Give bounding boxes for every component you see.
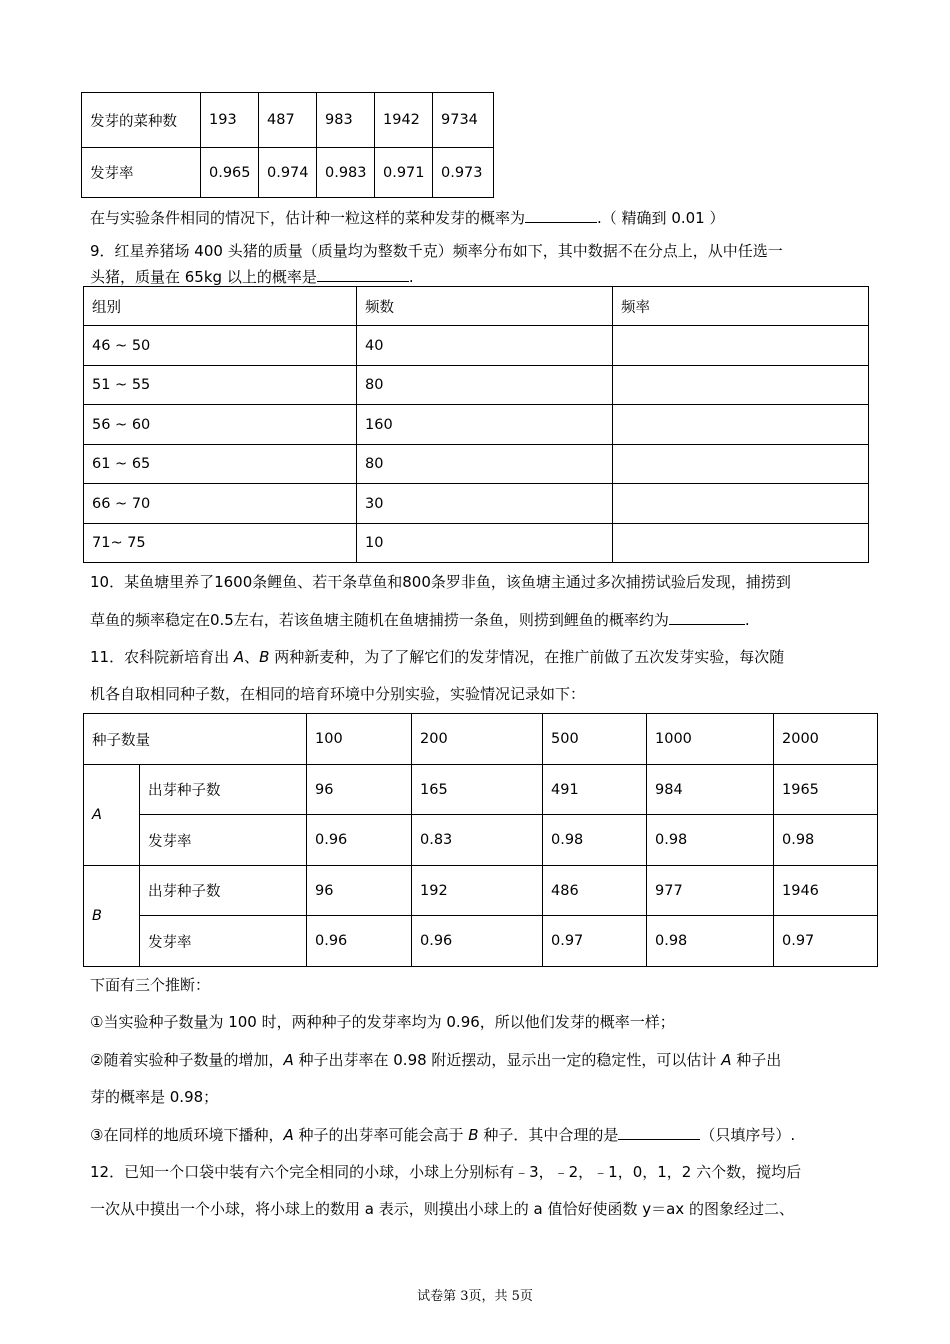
table-cell: 1965 — [774, 765, 878, 815]
table-cell: 0.98 — [647, 815, 774, 866]
row-label: 发芽率 — [140, 815, 307, 866]
answer-blank — [317, 266, 409, 282]
table-cell: 9734 — [433, 93, 494, 148]
table-row — [84, 815, 878, 866]
q9-line2: 头猪，质量在 65kg 以上的概率是 . — [90, 268, 414, 286]
table-cell: 0.97 — [774, 916, 878, 967]
inference-2-line1: ②随着实验种子数量的增加，A 种子出芽率在 0.98 附近摆动，显示出一定的稳定性，可以估计 A 种子出 — [90, 1051, 782, 1069]
table-cell: 487 — [259, 93, 317, 148]
table-cell: 1946 — [774, 866, 878, 916]
row-label: 出芽种子数 — [140, 866, 307, 916]
column-header: 100 — [307, 714, 412, 765]
column-header: 频数 — [357, 287, 613, 326]
column-header: 种子数量 — [84, 714, 307, 765]
q11-line2: 机各自取相同种子数，在相同的培育环境中分别实验，实验情况记录如下： — [90, 685, 586, 703]
answer-blank — [525, 207, 597, 223]
row-label: 发芽的菜种数 — [82, 93, 201, 148]
table-cell: 983 — [317, 93, 375, 148]
table-cell: 491 — [543, 765, 647, 815]
table-cell: 977 — [647, 866, 774, 916]
table-cell: 80 — [357, 445, 613, 484]
table-row — [84, 484, 869, 524]
table-row — [84, 326, 869, 366]
table-cell: 0.96 — [412, 916, 543, 967]
germination-table — [81, 92, 494, 198]
table-cell: 51 ~ 55 — [84, 366, 357, 405]
table-cell: 192 — [412, 866, 543, 916]
table-cell: 71~ 75 — [84, 524, 357, 563]
table-row — [84, 916, 878, 967]
answer-blank — [618, 1124, 700, 1140]
table-row — [84, 866, 878, 916]
table-header-row — [84, 714, 878, 765]
table-cell: 30 — [357, 484, 613, 524]
table-cell: 0.97 — [543, 916, 647, 967]
table-cell: 40 — [357, 326, 613, 366]
q8-conclusion: 在与实验条件相同的情况下，估计种一粒这样的菜种发芽的概率为 .（ 精确到 0.01 ） — [90, 209, 725, 227]
table-cell: 0.965 — [201, 148, 259, 198]
table-cell: 0.971 — [375, 148, 433, 198]
q12-line1: 12．已知一个口袋中装有六个完全相同的小球，小球上分别标有﹣3，﹣2，﹣1，0，1，2 六个数，搅均后 — [90, 1163, 802, 1181]
group-label: A — [84, 765, 140, 866]
table-row — [84, 366, 869, 405]
table-cell: 96 — [307, 765, 412, 815]
row-label: 发芽率 — [82, 148, 201, 198]
inference-3: ③在同样的地质环境下播种，A 种子的出芽率可能会高于 B 种子．其中合理的是 （只填序号）. — [90, 1126, 796, 1144]
column-header: 2000 — [774, 714, 878, 765]
table-cell: 0.973 — [433, 148, 494, 198]
table-row — [82, 93, 494, 148]
column-header: 200 — [412, 714, 543, 765]
table-cell — [613, 524, 869, 563]
table-cell — [613, 405, 869, 445]
table-cell: 96 — [307, 866, 412, 916]
table-cell: 61 ~ 65 — [84, 445, 357, 484]
table-cell: 160 — [357, 405, 613, 445]
table-cell: 0.98 — [647, 916, 774, 967]
table-row — [84, 445, 869, 484]
table-cell: 0.983 — [317, 148, 375, 198]
q11-line1: 11．农科院新培育出 A、B 两种新麦种，为了了解它们的发芽情况，在推广前做了五次发芽实验，每次随 — [90, 648, 785, 666]
table-cell: 0.98 — [543, 815, 647, 866]
answer-blank — [669, 609, 745, 625]
table-cell: 66 ~ 70 — [84, 484, 357, 524]
table-cell: 193 — [201, 93, 259, 148]
q9-line1: 9．红星养猪场 400 头猪的质量（质量均为整数千克）频率分布如下，其中数据不在分点上，从中任选一 — [90, 242, 783, 260]
table-row — [84, 765, 878, 815]
table-header-row — [84, 287, 869, 326]
table-cell: 0.83 — [412, 815, 543, 866]
table-cell — [613, 326, 869, 366]
table-cell: 0.974 — [259, 148, 317, 198]
inference-2-line2: 芽的概率是 0.98； — [90, 1088, 219, 1106]
table-row — [84, 524, 869, 563]
table-cell: 0.96 — [307, 815, 412, 866]
q12-line2: 一次从中摸出一个小球，将小球上的数用 a 表示，则摸出小球上的 a 值恰好使函数 y＝ax 的图象经过二、 — [90, 1200, 794, 1218]
column-header: 组别 — [84, 287, 357, 326]
weight-frequency-table — [83, 286, 869, 563]
table-cell: 0.96 — [307, 916, 412, 967]
table-row — [84, 405, 869, 445]
q10-line2: 草鱼的频率稳定在0.5左右，若该鱼塘主随机在鱼塘捕捞一条鱼，则捞到鲤鱼的概率约为 . — [90, 611, 750, 629]
row-label: 出芽种子数 — [140, 765, 307, 815]
inference-1: ①当实验种子数量为 100 时，两种种子的发芽率均为 0.96，所以他们发芽的概率一样； — [90, 1013, 675, 1031]
table-cell: 984 — [647, 765, 774, 815]
q10-line1: 10．某鱼塘里养了1600条鲤鱼、若干条草鱼和800条罗非鱼，该鱼塘主通过多次捕捞试验后发现，捕捞到 — [90, 573, 791, 591]
page-footer: 试卷第 3页，共 5页 — [417, 1289, 533, 1304]
table-cell: 46 ~ 50 — [84, 326, 357, 366]
table-cell: 80 — [357, 366, 613, 405]
table-cell: 10 — [357, 524, 613, 563]
table-cell — [613, 366, 869, 405]
table-row — [82, 148, 494, 198]
table-cell — [613, 484, 869, 524]
table-cell — [613, 445, 869, 484]
table-cell: 56 ~ 60 — [84, 405, 357, 445]
seed-experiment-table — [83, 713, 878, 967]
table-cell: 0.98 — [774, 815, 878, 866]
group-label: B — [84, 866, 140, 967]
column-header: 500 — [543, 714, 647, 765]
column-header: 频率 — [613, 287, 869, 326]
table-cell: 486 — [543, 866, 647, 916]
inferences-intro: 下面有三个推断： — [90, 976, 211, 994]
row-label: 发芽率 — [140, 916, 307, 967]
table-cell: 1942 — [375, 93, 433, 148]
table-cell: 165 — [412, 765, 543, 815]
column-header: 1000 — [647, 714, 774, 765]
